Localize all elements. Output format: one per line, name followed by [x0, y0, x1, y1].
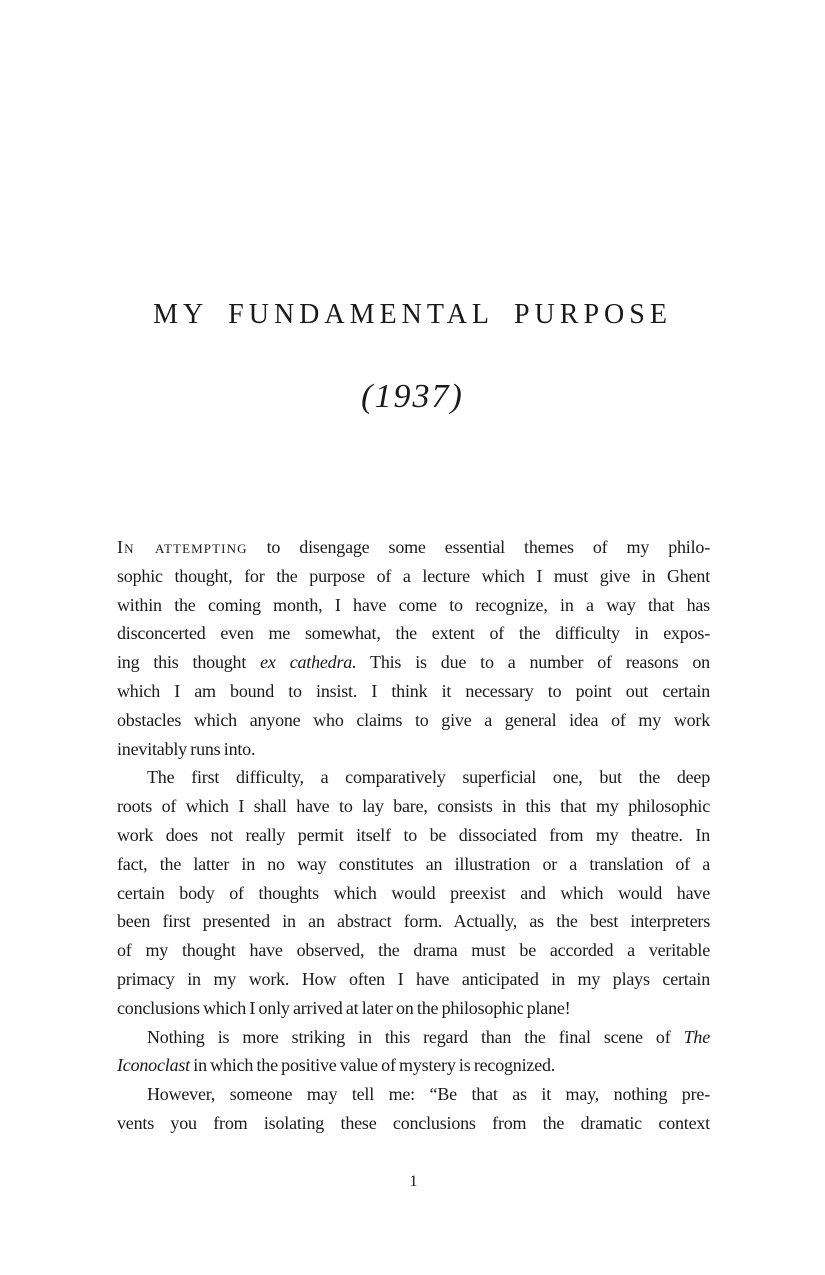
- text-line: [117, 591, 710, 620]
- paragraph: [117, 533, 710, 763]
- body-text-segment: obstacles which anyone who claims to give a general idea of my work: [117, 709, 710, 730]
- body-text-segment: inevitably runs into.: [117, 738, 256, 759]
- text-line: [117, 1109, 710, 1138]
- body-text: [117, 533, 710, 1138]
- text-line: [117, 1051, 710, 1080]
- body-text-segment: in which the positive value of mystery is recognized.: [189, 1055, 556, 1076]
- body-text-segment: primacy in my work. How often I have anticipated in my plays certain: [117, 968, 710, 989]
- body-text-segment: of my thought have observed, the drama must be accorded a veritable: [117, 940, 710, 961]
- text-line: [117, 821, 710, 850]
- italic-text: The: [683, 1026, 710, 1047]
- body-text-segment: sophic thought, for the purpose of a lecture which I must give in Ghent: [117, 565, 710, 586]
- body-text-segment: Nothing is more striking in this regard than the final scene of: [147, 1026, 684, 1047]
- body-text-segment: vents you from isolating these conclusions from the dramatic context: [117, 1112, 710, 1133]
- body-text-segment: disconcerted even me somewhat, the extent of the difficulty in expos-: [117, 623, 710, 644]
- body-text-segment: roots of which I shall have to lay bare, consists in this that my philosophic: [117, 796, 710, 817]
- text-line: [117, 850, 710, 879]
- text-line: [117, 907, 710, 936]
- text-line: [117, 706, 710, 735]
- text-line: [117, 1023, 710, 1052]
- body-text-segment: work does not really permit itself to be dissociated from my theatre. In: [117, 824, 710, 845]
- text-line: [117, 533, 710, 562]
- body-text-segment: within the coming month, I have come to recognize, in a way that has: [117, 594, 710, 615]
- italic-text: ex cathedra.: [260, 652, 357, 673]
- paragraph: [117, 1080, 710, 1138]
- smallcaps-text: In attempting: [117, 537, 248, 557]
- body-text-segment: which I am bound to insist. I think it necessary to point out certain: [117, 680, 710, 701]
- body-text-segment: However, someone may tell me: “Be that as it may, nothing pre-: [147, 1084, 710, 1105]
- page-number: 1: [409, 1173, 418, 1190]
- chapter-title: MY FUNDAMENTAL PURPOSE: [153, 299, 672, 330]
- text-line: [117, 965, 710, 994]
- body-text-segment: fact, the latter in no way constitutes an illustration or a translation of a: [117, 853, 710, 874]
- text-line: [117, 1080, 710, 1109]
- body-text-segment: to disengage some essential themes of my philo-: [247, 537, 711, 557]
- text-line: [117, 994, 710, 1023]
- text-line: [117, 936, 710, 965]
- body-text-segment: been first presented in an abstract form. Actually, as the best interpreters: [117, 911, 710, 932]
- text-line: [117, 763, 710, 792]
- chapter-year: (1937): [361, 378, 464, 415]
- italic-text: Iconoclast: [117, 1055, 190, 1076]
- paragraph: [117, 763, 710, 1022]
- text-line: [117, 677, 710, 706]
- body-text-segment: The first difficulty, a comparatively superficial one, but the deep: [147, 767, 710, 788]
- body-text-segment: ing this thought: [117, 652, 261, 673]
- body-text-segment: conclusions which I only arrived at later on the philosophic plane!: [117, 997, 571, 1018]
- paragraph: [117, 1023, 710, 1081]
- text-line: [117, 619, 710, 648]
- text-line: [117, 562, 710, 591]
- text-line: [117, 648, 710, 677]
- text-line: [117, 735, 710, 764]
- text-line: [117, 879, 710, 908]
- text-line: [117, 792, 710, 821]
- body-text-segment: certain body of thoughts which would preexist and which would have: [117, 882, 710, 903]
- body-text-segment: This is due to a number of reasons on: [356, 652, 710, 673]
